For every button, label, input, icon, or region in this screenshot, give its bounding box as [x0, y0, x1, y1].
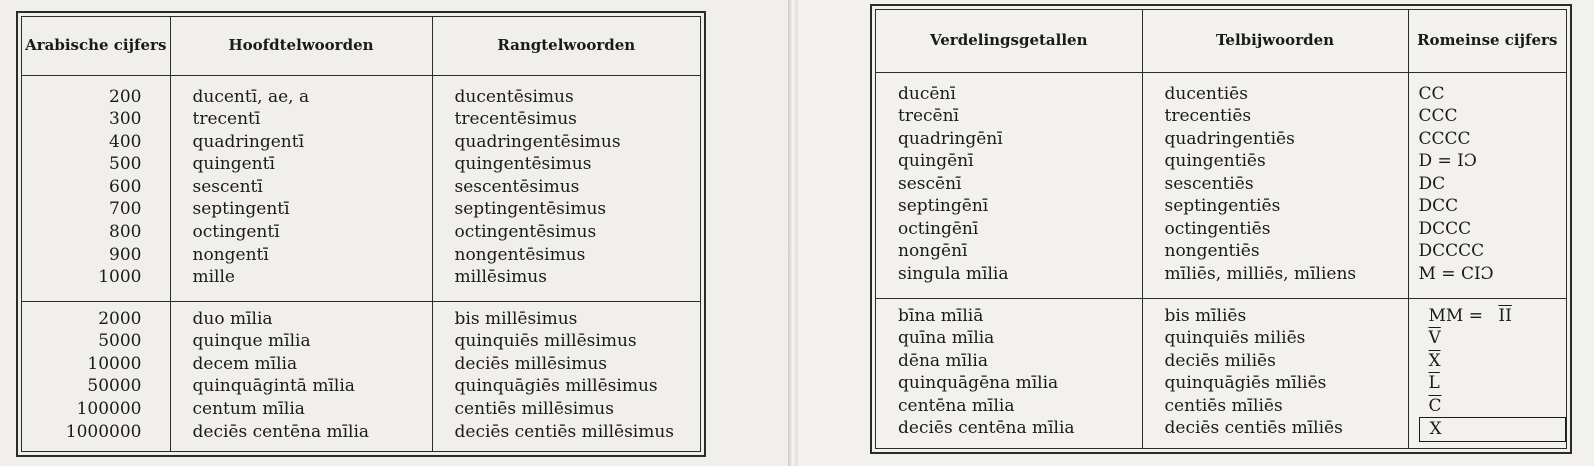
- table-cell: quinquiēs millēsimus: [454, 331, 637, 352]
- table-cell: CC: [1418, 83, 1445, 104]
- table-cell: deciēs centēna mīlia: [192, 421, 370, 442]
- table-cell: 2000: [98, 308, 142, 329]
- roman-column-group2: [1409, 305, 1567, 440]
- rang-column-group2: [433, 308, 701, 444]
- table-cell: quīna mīlia: [898, 328, 995, 349]
- table-cell: 5000: [98, 331, 142, 352]
- table-cell: [1409, 372, 1567, 395]
- roman-c-overlined: $\overline{C}$: [1428, 395, 1442, 416]
- table-cell: quingentī: [192, 154, 275, 175]
- table-cell: octingentiēs: [1164, 218, 1271, 239]
- roman-column-group1: [1409, 83, 1567, 286]
- tel-column-group1: [1143, 83, 1408, 286]
- table-cell: M = CIƆ: [1418, 263, 1494, 284]
- table-cell: trecentī: [192, 109, 261, 130]
- header-rangtelwoorden: Rangtelwoorden: [432, 17, 700, 75]
- table-cell: quadringentī: [192, 131, 305, 152]
- header-romeinse-cijfers: Romeinse cijfers: [1408, 10, 1566, 72]
- table-cell: deciēs millēsimus: [454, 353, 608, 374]
- roman-x-boxed: X: [1419, 417, 1567, 442]
- table-cell: centēna mīlia: [898, 395, 1015, 416]
- tel-column-group2: [1143, 305, 1408, 440]
- roman-x-overlined: $\overline{X}$: [1428, 350, 1441, 371]
- roman-l-overlined: $\overline{L}$: [1428, 373, 1440, 394]
- table-cell: 500: [109, 154, 142, 175]
- distributive-adverb-roman-table: [870, 4, 1572, 454]
- table-cell: ducentēsimus: [454, 86, 574, 107]
- table-cell: [1409, 327, 1567, 350]
- table-cell: ducentiēs: [1164, 83, 1248, 104]
- table-cell: MM = $\overline{II}$: [1409, 305, 1567, 328]
- cardinal-ordinal-table: [16, 11, 706, 457]
- table-cell: deciēs centiēs mīliēs: [1164, 418, 1343, 439]
- table-cell: septingentēsimus: [454, 199, 607, 220]
- table-cell: 1000: [98, 267, 142, 288]
- table-cell: CCC: [1418, 106, 1458, 126]
- table-cell: trecēnī: [898, 106, 959, 126]
- table-cell: trecentēsimus: [454, 109, 577, 130]
- table-cell: quingentiēs: [1164, 151, 1266, 171]
- table-cell: millēsimus: [454, 267, 547, 288]
- table-cell: sescentēsimus: [454, 176, 580, 197]
- table-cell: trecentiēs: [1164, 106, 1252, 126]
- table-cell: quadringentēsimus: [454, 131, 621, 152]
- header-arabische-cijfers: Arabische cijfers: [22, 17, 170, 75]
- table-cell: quadringentiēs: [1164, 128, 1295, 149]
- table-cell: septingentī: [192, 199, 290, 220]
- hoofd-column-group1: [171, 86, 432, 289]
- header-telbijwoorden: Telbijwoorden: [1142, 10, 1408, 72]
- verd-column-group2: [876, 305, 1142, 440]
- table-cell: sescēnī: [898, 173, 962, 194]
- table-cell: centiēs millēsimus: [454, 398, 614, 419]
- table-cell: 600: [109, 176, 142, 197]
- verd-column-group1: [876, 83, 1142, 286]
- table-cell: 400: [109, 131, 142, 152]
- roman-v-overlined: $\overline{V}$: [1428, 328, 1441, 349]
- table-cell: 800: [109, 222, 142, 243]
- arabic-column-group2: [22, 308, 170, 444]
- table-cell: octingentēsimus: [454, 222, 597, 243]
- table-cell: bis mīliēs: [1164, 305, 1247, 326]
- table-cell: [1409, 417, 1567, 440]
- table-cell: octingēnī: [898, 218, 979, 239]
- table-cell: quingentēsimus: [454, 154, 592, 175]
- table-cell: bīna mīliā: [898, 305, 984, 326]
- roman-ii-overlined: $\overline{II}$: [1498, 305, 1512, 326]
- table-cell: deciēs centiēs millēsimus: [454, 421, 675, 442]
- table-cell: mille: [192, 267, 235, 288]
- table-cell: deciēs centēna mīlia: [898, 418, 1075, 439]
- table-cell: duo mīlia: [192, 308, 273, 329]
- rang-column-group1: [433, 86, 701, 289]
- table-cell: DC: [1418, 173, 1446, 194]
- table-cell: quinquiēs miliēs: [1164, 328, 1306, 349]
- table-cell: 200: [109, 86, 142, 107]
- table-cell: 1000000: [65, 421, 142, 442]
- table-cell: [1409, 395, 1567, 418]
- roman-mm: MM: [1428, 305, 1464, 326]
- table-cell: CCCC: [1418, 128, 1471, 149]
- table-cell: 10000: [87, 353, 142, 374]
- table-cell: [1409, 350, 1567, 373]
- table-cell: quinquāgiēs millēsimus: [454, 376, 658, 397]
- table-cell: quingēnī: [898, 151, 974, 171]
- table-cell: septingentiēs: [1164, 196, 1281, 216]
- table-cell: nongentī: [192, 244, 269, 265]
- table-cell: dēna mīlia: [898, 350, 988, 371]
- table-cell: centum mīlia: [192, 398, 305, 419]
- table-cell: 100000: [76, 398, 142, 419]
- table-cell: 700: [109, 199, 142, 220]
- table-cell: sescentī: [192, 176, 263, 197]
- arabic-column-group1: [22, 86, 170, 289]
- table-cell: quinque mīlia: [192, 331, 311, 352]
- table-cell: ducēnī: [898, 83, 956, 104]
- table-cell: quinquāgiēs mīliēs: [1164, 373, 1327, 394]
- table-cell: singula mīlia: [898, 263, 1009, 284]
- table-cell: 300: [109, 109, 142, 130]
- table-cell: 900: [109, 244, 142, 265]
- table-cell: quadringēnī: [898, 128, 1003, 149]
- table-cell: D = IƆ: [1418, 151, 1477, 171]
- table-cell: quinquāgintā mīlia: [192, 376, 355, 397]
- table-cell: octingentī: [192, 222, 280, 243]
- table-cell: centiēs mīliēs: [1164, 395, 1283, 416]
- table-cell: DCCC: [1418, 218, 1472, 239]
- table-cell: ducentī, ae, a: [192, 86, 310, 107]
- header-hoofdtelwoorden: Hoofdtelwoorden: [170, 17, 432, 75]
- hoofd-column-group2: [171, 308, 432, 444]
- header-verdelingsgetallen: Verdelingsgetallen: [876, 10, 1142, 72]
- table-cell: nongēnī: [898, 241, 968, 261]
- table-cell: septingēnī: [898, 196, 989, 216]
- table-cell: deciēs miliēs: [1164, 350, 1276, 371]
- table-cell: nongentēsimus: [454, 244, 586, 265]
- table-cell: quinquāgēna mīlia: [898, 373, 1059, 394]
- table-cell: bis millēsimus: [454, 308, 578, 329]
- table-cell: decem mīlia: [192, 353, 298, 374]
- table-cell: DCCCC: [1418, 241, 1485, 261]
- table-cell: sescentiēs: [1164, 173, 1254, 194]
- table-cell: DCC: [1418, 196, 1459, 216]
- table-cell: nongentiēs: [1164, 241, 1260, 261]
- table-cell: mīliēs, milliēs, mīliens: [1164, 263, 1357, 284]
- table-cell: 50000: [87, 376, 142, 397]
